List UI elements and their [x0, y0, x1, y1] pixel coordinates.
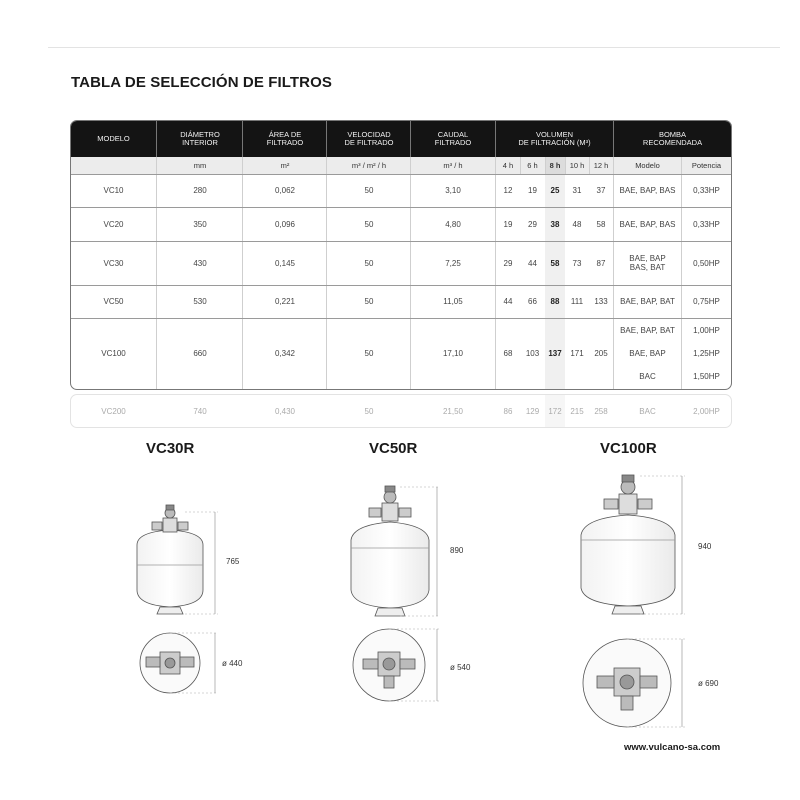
cell-velocidad: 50 [364, 297, 374, 306]
vc100r-side-view [581, 475, 675, 614]
dim-diameter-vc30r: ø 440 [222, 659, 243, 668]
unit-8h: 8 h [545, 157, 565, 174]
cell-caudal: 3,10 [445, 186, 461, 195]
cell-vol-6h: 103 [525, 349, 540, 358]
cell-vol-6h: 19 [528, 186, 537, 195]
unit-12h: 12 h [593, 161, 609, 170]
cell-vol-6h: 66 [528, 297, 537, 306]
cell-vol-4h: 44 [503, 297, 513, 306]
cell-pump-power: 2,00HP [693, 406, 720, 416]
footer-website-link[interactable]: www.vulcano-sa.com [624, 742, 721, 753]
unit-area: m² [280, 161, 290, 170]
unit-10h: 10 h [569, 161, 585, 170]
cell-caudal: 17,10 [442, 349, 464, 358]
cell-pump-power: 0,75HP [693, 297, 720, 306]
cell-diametro: 530 [193, 297, 207, 306]
dim-height-vc30r: 765 [226, 557, 240, 566]
model-title-vc50r: VC50R [369, 440, 418, 457]
cell-vol-8h: 137 [548, 349, 562, 358]
header-modelo: MODELO [97, 134, 130, 143]
cell-vol-8h: 25 [550, 186, 560, 195]
cell-vol-6h: 44 [528, 258, 537, 268]
cell-vol-4h: 19 [503, 219, 513, 229]
cell-vol-10h: 48 [572, 219, 582, 229]
vc50r-top-view [353, 629, 425, 701]
cell-pump-model: BAC [639, 406, 656, 416]
cell-vol-12h: 37 [596, 186, 606, 195]
cell-pump-power: 0,50HP [693, 258, 720, 268]
cell-vol-12h: 58 [596, 219, 606, 229]
unit-modelo-bomba: Modelo [635, 161, 660, 170]
cell-diametro: 660 [193, 349, 207, 358]
cell-vol-4h: 68 [503, 349, 513, 358]
cell-caudal: 21,50 [442, 406, 464, 416]
cell-vol-8h: 38 [550, 219, 560, 229]
cell-pump-power: 1,25HP [693, 348, 720, 358]
cell-pump-model: BAE, BAP [629, 348, 666, 358]
unit-velocidad: m³ / m² / h [351, 161, 387, 170]
cell-vol-12h: 205 [594, 349, 608, 358]
header-caudal-line2: FILTRADO [434, 138, 472, 147]
header-velocidad-line2: DE FILTRADO [344, 138, 394, 147]
cell-vol-6h: 29 [528, 219, 537, 229]
cell-model: VC10 [103, 186, 124, 195]
vc30r-side-view [137, 505, 203, 614]
cell-caudal: 4,80 [445, 219, 461, 229]
header-volumen-line1: VOLUMEN [535, 130, 574, 139]
vc100r-top-view [583, 639, 671, 727]
cell-area: 0,430 [274, 406, 296, 416]
vc30r-top-view [140, 633, 200, 693]
cell-area: 0,342 [274, 349, 296, 358]
cell-vol-10h: 73 [572, 258, 582, 268]
cell-vol-12h: 87 [596, 258, 606, 268]
cell-pump-power: 0,33HP [693, 186, 720, 195]
dim-height-vc100r: 940 [698, 542, 712, 551]
cell-diametro: 740 [193, 406, 207, 416]
cell-velocidad: 50 [364, 186, 374, 195]
dim-diameter-vc100r: ø 690 [698, 679, 719, 688]
header-area-line1: ÁREA DE [268, 130, 302, 139]
cell-vol-8h: 88 [550, 297, 560, 306]
cell-pump-power: 1,50HP [693, 371, 720, 381]
cell-area: 0,096 [274, 219, 296, 229]
header-diametro-line2: INTERIOR [182, 138, 218, 147]
dim-height-vc50r: 890 [450, 546, 464, 555]
cell-model: VC200 [101, 406, 126, 416]
unit-potencia: Potencia [691, 161, 722, 170]
unit-diametro: mm [193, 161, 207, 170]
page-title: TABLA DE SELECCIÓN DE FILTROS [71, 74, 332, 91]
cell-pump-model: BAE, BAP, BAT [620, 325, 675, 335]
cell-vol-4h: 86 [503, 406, 513, 416]
cell-vol-4h: 29 [503, 258, 513, 268]
cell-caudal: 11,05 [443, 297, 463, 306]
cell-vol-12h: 133 [594, 297, 608, 306]
cell-vol-12h: 258 [594, 406, 608, 416]
header-diametro-line1: DIÁMETRO [180, 130, 220, 139]
cell-pump-model: BAE, BAP BAS, BAT [629, 254, 666, 272]
cell-vol-10h: 31 [572, 186, 582, 195]
cell-vol-10h: 111 [570, 297, 584, 306]
unit-caudal: m³ / h [443, 161, 463, 170]
cell-diametro: 350 [193, 219, 207, 229]
cell-model: VC100 [101, 349, 126, 358]
vc50r-side-view [351, 486, 429, 616]
cell-vol-10h: 171 [570, 349, 584, 358]
cell-area: 0,145 [274, 258, 296, 268]
cell-vol-10h: 215 [570, 406, 584, 416]
cell-velocidad: 50 [364, 406, 374, 416]
cell-vol-8h: 172 [548, 406, 562, 416]
dim-diameter-vc50r: ø 540 [450, 663, 471, 672]
cell-model: VC20 [103, 219, 124, 229]
cell-velocidad: 50 [364, 219, 374, 229]
unit-6h: 6 h [527, 161, 538, 170]
cell-diametro: 430 [193, 258, 207, 268]
header-volumen-line2: DE FILTRACIÓN (M³) [518, 138, 591, 147]
cell-area: 0,062 [274, 186, 296, 195]
model-title-vc30r: VC30R [146, 440, 195, 457]
cell-caudal: 7,25 [445, 258, 461, 268]
cell-pump-model: BAE, BAP, BAS [619, 219, 676, 229]
header-area-line2: FILTRADO [266, 138, 304, 147]
header-bomba-line1: BOMBA [658, 130, 687, 139]
cell-diametro: 280 [193, 186, 207, 195]
unit-4h: 4 h [502, 161, 514, 170]
model-title-vc100r: VC100R [600, 440, 657, 457]
cell-velocidad: 50 [364, 258, 374, 268]
cell-pump-model: BAC [639, 371, 656, 381]
cell-vol-6h: 129 [525, 406, 540, 416]
cell-pump-model: BAE, BAP, BAT [620, 297, 675, 306]
cell-vol-8h: 58 [550, 258, 560, 268]
header-caudal-line1: CAUDAL [437, 130, 469, 139]
cell-area: 0,221 [274, 297, 296, 306]
cell-vol-4h: 12 [503, 186, 513, 195]
cell-model: VC50 [103, 297, 124, 306]
cell-pump-power: 1,00HP [693, 325, 720, 335]
cell-pump-power: 0,33HP [693, 219, 720, 229]
header-velocidad-line1: VELOCIDAD [347, 130, 391, 139]
cell-model: VC30 [103, 258, 124, 268]
cell-velocidad: 50 [364, 349, 374, 358]
cell-pump-model: BAE, BAP, BAS [619, 186, 676, 195]
header-bomba-line2: RECOMENDADA [642, 138, 703, 147]
